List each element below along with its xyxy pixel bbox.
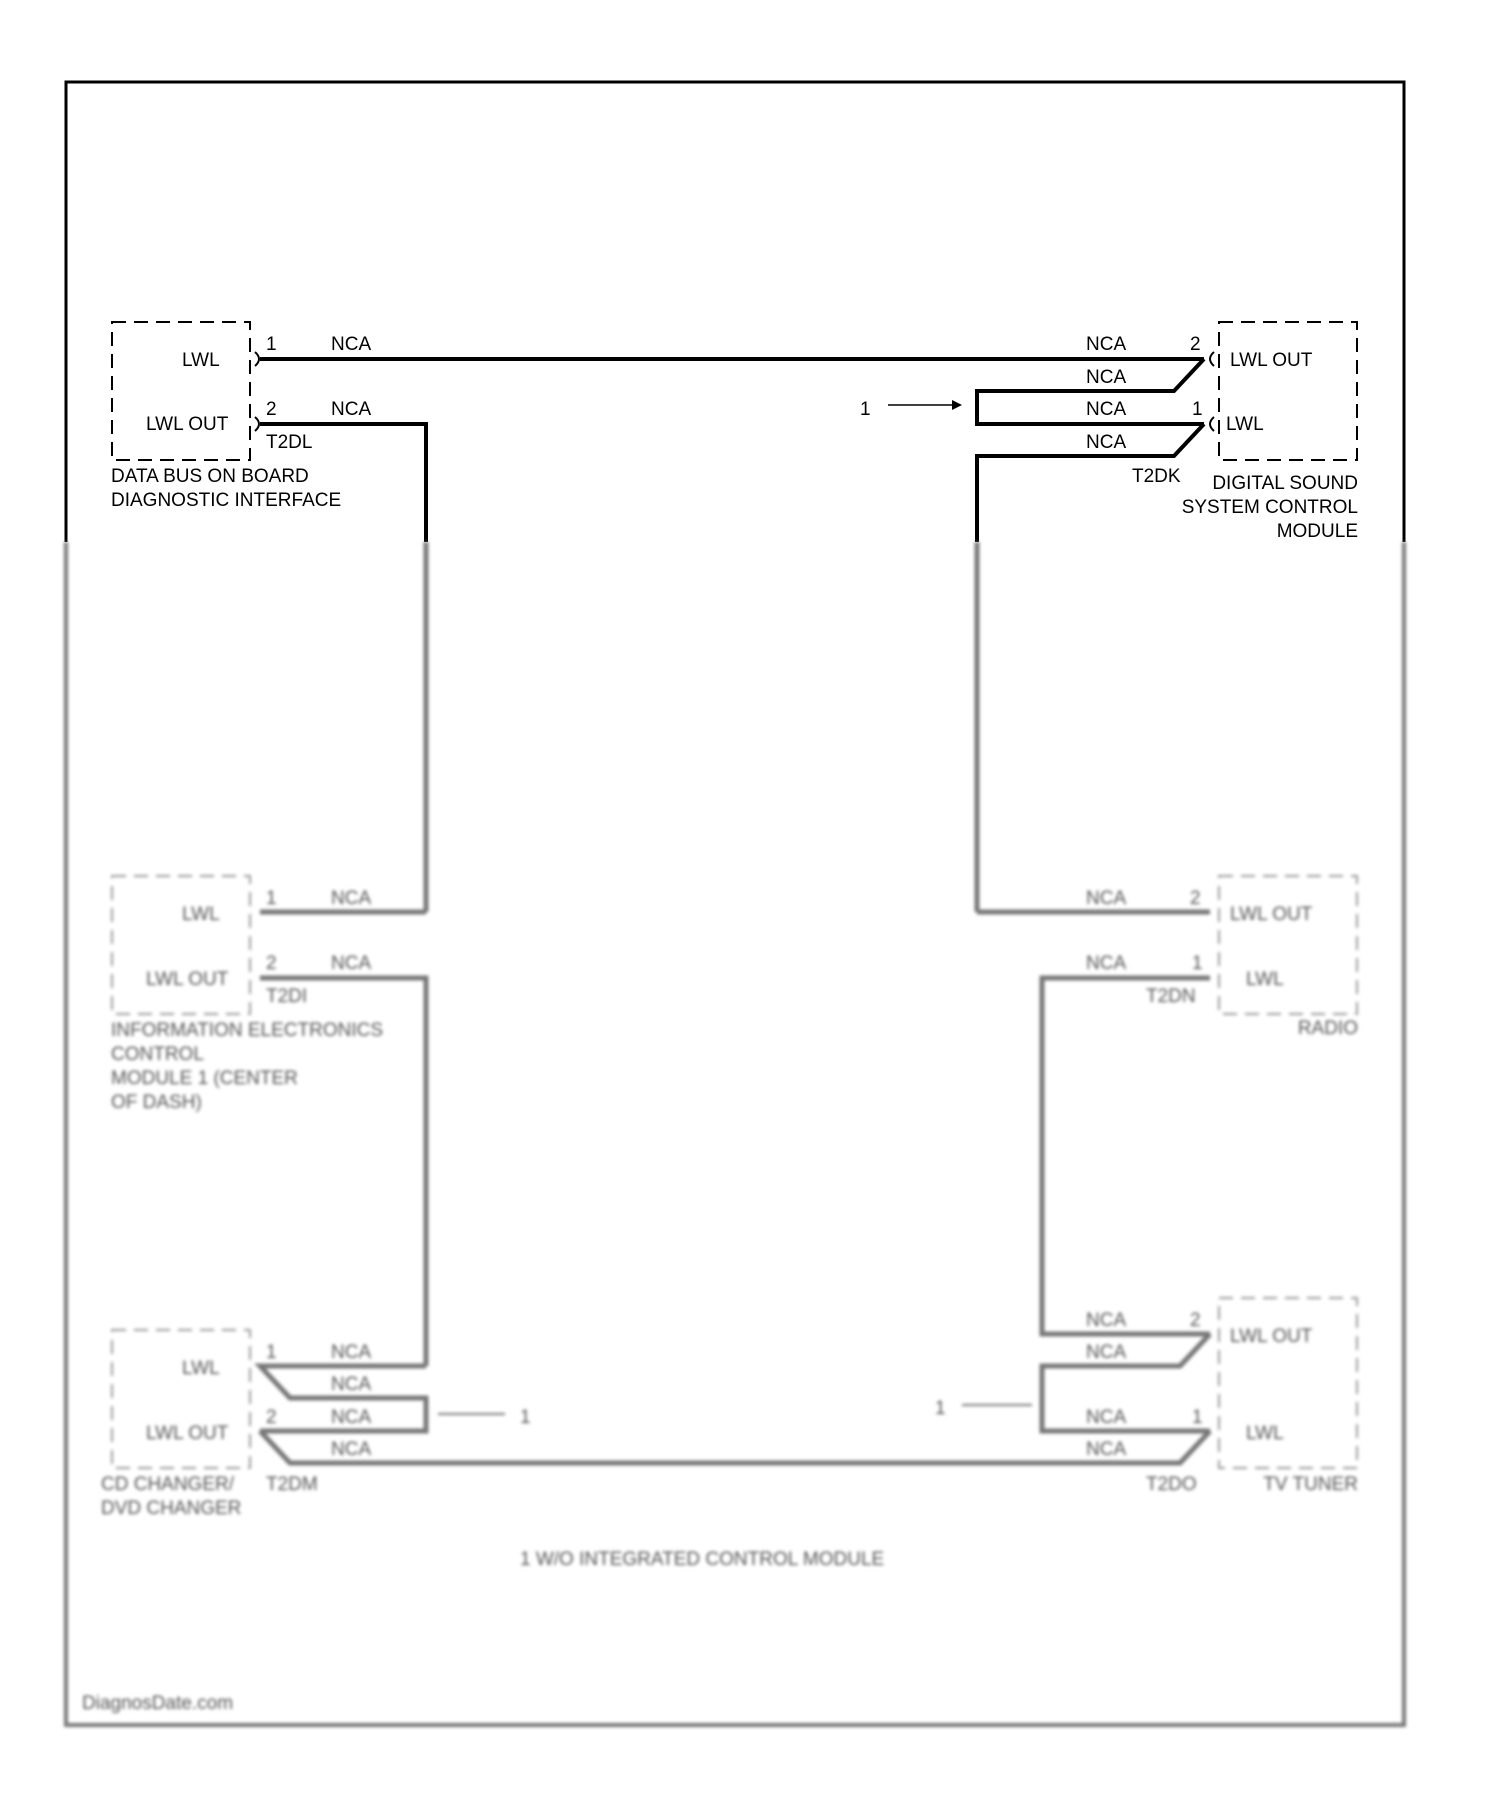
top-left-wire2-label: NCA	[331, 399, 372, 420]
wire-mid-right-pin1	[1042, 978, 1210, 1334]
bottom-right-wire4-label: NCA	[1086, 1439, 1127, 1460]
bottom-left-callout-number: 1	[520, 1407, 531, 1428]
bottom-left-module-name-2: DVD CHANGER	[101, 1498, 242, 1519]
bottom-left-pin2-label: LWL OUT	[146, 1423, 229, 1444]
top-left-pin2-label: LWL OUT	[146, 414, 229, 435]
top-left-module-box	[112, 322, 250, 460]
bottom-right-wire2-label: NCA	[1086, 1342, 1127, 1363]
mid-left-module-name-4: OF DASH)	[111, 1092, 202, 1113]
mid-left-wire2-label: NCA	[331, 953, 372, 974]
top-right-pin1-label: LWL	[1226, 414, 1264, 435]
bottom-left-pin1-label: LWL	[182, 1358, 220, 1379]
bottom-right-connector: T2DO	[1146, 1474, 1197, 1495]
top-right-pin2-terminal	[1210, 352, 1214, 366]
top-right-pin2-number: 2	[1190, 334, 1201, 355]
mid-left-module-name-1: INFORMATION ELECTRONICS	[111, 1020, 383, 1041]
top-right-module-name-3: MODULE	[1276, 521, 1358, 542]
top-left-pin1-terminal	[255, 352, 259, 366]
bottom-right-module-name-1: TV TUNER	[1263, 1474, 1358, 1495]
top-left-pin2-terminal	[255, 417, 259, 431]
mid-right-pin1-number: 1	[1192, 953, 1203, 974]
mid-left-connector: T2DI	[266, 986, 308, 1007]
top-left-module-name-2: DIAGNOSTIC INTERFACE	[111, 490, 342, 511]
top-right-callout-arrowhead	[952, 400, 962, 410]
bottom-left-connector: T2DM	[266, 1474, 318, 1495]
top-left-wire1-label: NCA	[331, 334, 372, 355]
mid-right-pin2-number: 2	[1190, 888, 1201, 909]
bottom-right-pin1-label: LWL	[1246, 1423, 1284, 1444]
top-right-pin2-label: LWL OUT	[1230, 350, 1313, 371]
top-left-module-name-1: DATA BUS ON BOARD	[111, 466, 309, 487]
top-right-wire3-label: NCA	[1086, 399, 1127, 420]
top-right-wire4-label: NCA	[1086, 432, 1127, 453]
mid-left-pin1-label: LWL	[182, 904, 220, 925]
mid-left-pin1-number: 1	[266, 888, 277, 909]
top-right-pin1-number: 1	[1192, 399, 1203, 420]
mid-right-wire2-label: NCA	[1086, 953, 1127, 974]
bottom-left-module-box	[112, 1330, 250, 1468]
top-left-connector: T2DL	[266, 432, 313, 453]
frame-bottom	[66, 542, 1404, 1725]
top-right-callout-number: 1	[860, 399, 871, 420]
watermark: DiagnosDate.com	[82, 1693, 234, 1714]
top-right-pin1-terminal	[1210, 417, 1214, 431]
mid-right-connector: T2DN	[1146, 986, 1196, 1007]
bottom-right-pin1-number: 1	[1192, 1407, 1203, 1428]
bottom-left-pin1-number: 1	[266, 1342, 277, 1363]
top-left-pin1-label: LWL	[182, 350, 220, 371]
top-right-connector: T2DK	[1132, 466, 1181, 487]
bottom-right-wire1-label: NCA	[1086, 1310, 1127, 1331]
footnote: 1 W/O INTEGRATED CONTROL MODULE	[520, 1549, 885, 1570]
top-right-wire2-label: NCA	[1086, 367, 1127, 388]
mid-left-pin2-number: 2	[266, 953, 277, 974]
top-right-module-box	[1219, 322, 1357, 460]
bottom-left-wire1-label: NCA	[331, 1342, 372, 1363]
mid-left-module-name-3: MODULE 1 (CENTER	[111, 1068, 298, 1089]
mid-right-pin1-label: LWL	[1246, 969, 1284, 990]
top-right-module-name-2: SYSTEM CONTROL	[1181, 497, 1358, 518]
mid-left-wire1-label: NCA	[331, 888, 372, 909]
bottom-right-pin2-label: LWL OUT	[1230, 1326, 1313, 1347]
mid-right-pin2-label: LWL OUT	[1230, 904, 1313, 925]
mid-left-module-name-2: CONTROL	[111, 1044, 204, 1065]
clear-region	[66, 82, 1404, 542]
top-left-pin2-number: 2	[266, 399, 277, 420]
bottom-left-pin2-number: 2	[266, 1407, 277, 1428]
top-left-pin1-number: 1	[266, 334, 277, 355]
mid-right-wire1-label: NCA	[1086, 888, 1127, 909]
bottom-left-wire4-label: NCA	[331, 1439, 372, 1460]
bottom-left-wire3-label: NCA	[331, 1407, 372, 1428]
mid-left-module-box	[112, 876, 250, 1014]
wire-bottom-long	[260, 1431, 1210, 1463]
bottom-right-module-box	[1219, 1298, 1357, 1468]
mid-right-module-name-1: RADIO	[1297, 1018, 1358, 1039]
blurred-region	[66, 542, 1404, 1725]
top-right-wire1-label: NCA	[1086, 334, 1127, 355]
top-right-module-name-1: DIGITAL SOUND	[1212, 473, 1358, 494]
mid-left-pin2-label: LWL OUT	[146, 969, 229, 990]
bottom-right-wire3-label: NCA	[1086, 1407, 1127, 1428]
bottom-left-wire2-label: NCA	[331, 1374, 372, 1395]
mid-right-module-box	[1219, 876, 1357, 1014]
bottom-right-pin2-number: 2	[1190, 1310, 1201, 1331]
bottom-left-module-name-1: CD CHANGER/	[101, 1474, 235, 1495]
bottom-right-callout-number: 1	[935, 1398, 946, 1419]
